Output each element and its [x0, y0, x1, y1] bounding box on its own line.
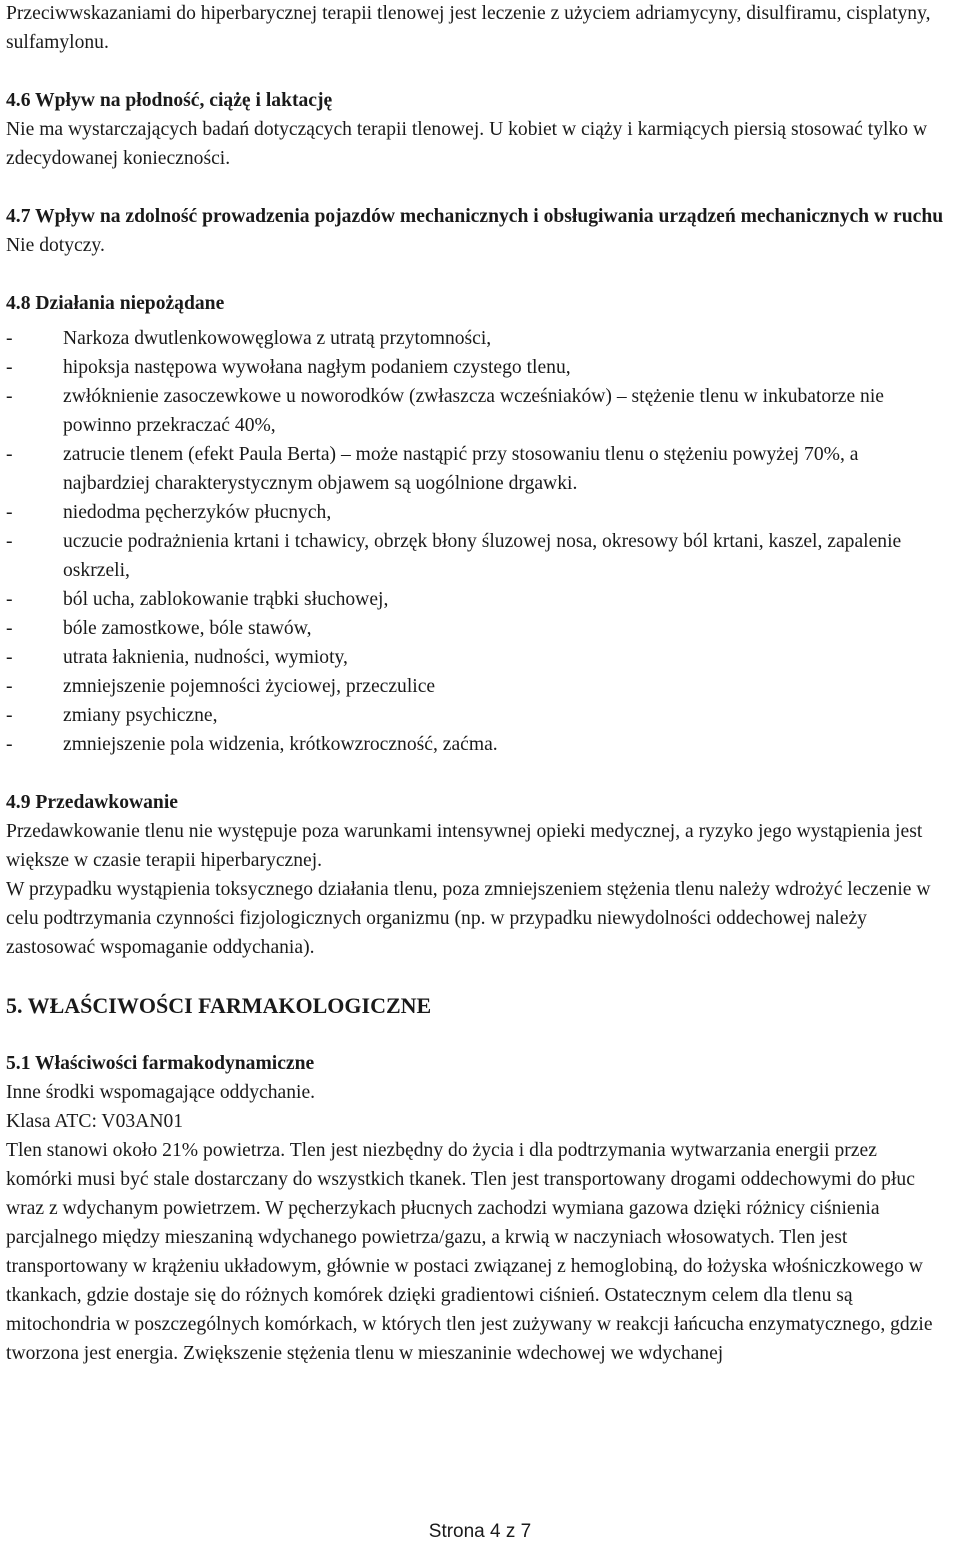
- section-5-1-body: Tlen stanowi około 21% powietrza. Tlen jest niezbędny do życia i dla podtrzymania wytwarzania energii przez komórki musi być stale dostarczany do wszystkich tkanek. Tlen jest transportowany drogami oddechowymi do płuc wraz z wdychanym powietrzem. W pęcherzykach płucnych zachodzi wymiana gazowa dzięki różnicy ciśnienia parcjalnego między mieszaniną wdychanego powietrza/gazu, a krwią w naczyniach włosowatych. Tlen jest transportowany w krążeniu układowym, głównie w postaci związanej z hemoglobiną, do łożyska włośniczkowego w tkankach, gdzie dostaje się do różnych komórek dzięki gradientowi ciśnień. Ostatecznym celem dla tlenu są mitochondria w poszczególnych komórkach, w których tlen jest zużywany w reakcji łańcucha enzymatycznego, gdzie tworzona jest energia. Zwiększenie stężenia tlenu w mieszaninie wdechowej we wdychanej: [6, 1140, 933, 1364]
- section-5-1-line-2: Klasa ATC: V03AN01: [6, 1111, 184, 1132]
- list-item: - Narkoza dwutlenkowowęglowa z utratą przytomności,: [6, 328, 492, 349]
- section-4-7-heading: 4.7 Wpływ na zdolność prowadzenia pojazdów mechanicznych i obsługiwania urządzeń mechanicznych w ruchu: [6, 206, 944, 227]
- section-5-1-heading: 5.1 Właściwości farmakodynamiczne: [6, 1053, 315, 1074]
- section-5-1-line-1: Inne środki wspomagające oddychanie.: [6, 1082, 316, 1103]
- section-4-9-heading: 4.9 Przedawkowanie: [6, 792, 178, 813]
- section-4-8-heading: 4.8 Działania niepożądane: [6, 293, 225, 314]
- document-page: [6, 0, 946, 1368]
- section-4-7-body: Nie dotyczy.: [6, 235, 105, 256]
- list-item: - zwłóknienie zasoczewkowe u noworodków (zwłaszcza wcześniaków) – stężenie tlenu w inkubatorze nie powinno przekraczać 40%,: [6, 386, 884, 436]
- list-item: - zmniejszenie pola widzenia, krótkowzroczność, zaćma.: [6, 734, 498, 755]
- list-item: - uczucie podrażnienia krtani i tchawicy, obrzęk błony śluzowej nosa, okresowy ból krtani, kaszel, zapalenie oskrzeli,: [6, 531, 902, 581]
- list-item: - utrata łaknienia, nudności, wymioty,: [6, 647, 348, 668]
- list-item: - ból ucha, zablokowanie trąbki słuchowej,: [6, 589, 389, 610]
- list-item: - hipoksja następowa wywołana nagłym podaniem czystego tlenu,: [6, 357, 571, 378]
- list-item: - bóle zamostkowe, bóle stawów,: [6, 618, 312, 639]
- section-4-9-paragraph-2: W przypadku wystąpienia toksycznego działania tlenu, poza zmniejszeniem stężenia tlenu należy wdrożyć leczenie w celu podtrzymania czynności fizjologicznych organizmu (np. w przypadku niewydolności oddechowej należy zastosować wspomaganie oddychania).: [6, 879, 931, 958]
- list-item: - niedodma pęcherzyków płucnych,: [6, 502, 332, 523]
- section-5-heading: 5. WŁAŚCIWOŚCI FARMAKOLOGICZNE: [6, 993, 432, 1018]
- adverse-effects-list: [6, 324, 946, 759]
- list-item: - zmiany psychiczne,: [6, 705, 218, 726]
- section-4-6-body: Nie ma wystarczających badań dotyczących terapii tlenowej. U kobiet w ciąży i karmiących piersią stosować tylko w zdecydowanej konieczności.: [6, 119, 928, 169]
- section-4-6-heading: 4.6 Wpływ na płodność, ciążę i laktację: [6, 90, 333, 111]
- intro-paragraph: Przeciwwskazaniami do hiperbarycznej terapii tlenowej jest leczenie z użyciem adriamycyny, disulfiramu, cisplatyny, sulfamylonu.: [6, 3, 931, 53]
- section-4-9-paragraph-1: Przedawkowanie tlenu nie występuje poza warunkami intensywnej opieki medycznej, a ryzyko jego wystąpienia jest większe w czasie terapii hiperbarycznej.: [6, 821, 923, 871]
- list-item: - zatrucie tlenem (efekt Paula Berta) – może nastąpić przy stosowaniu tlenu o stężeniu powyżej 70%, a najbardziej charakterystycznym objawem są uogólnione drgawki.: [6, 444, 859, 494]
- page-number: Strona 4 z 7: [428, 1521, 532, 1542]
- list-item: - zmniejszenie pojemności życiowej, przeczulice: [6, 676, 436, 697]
